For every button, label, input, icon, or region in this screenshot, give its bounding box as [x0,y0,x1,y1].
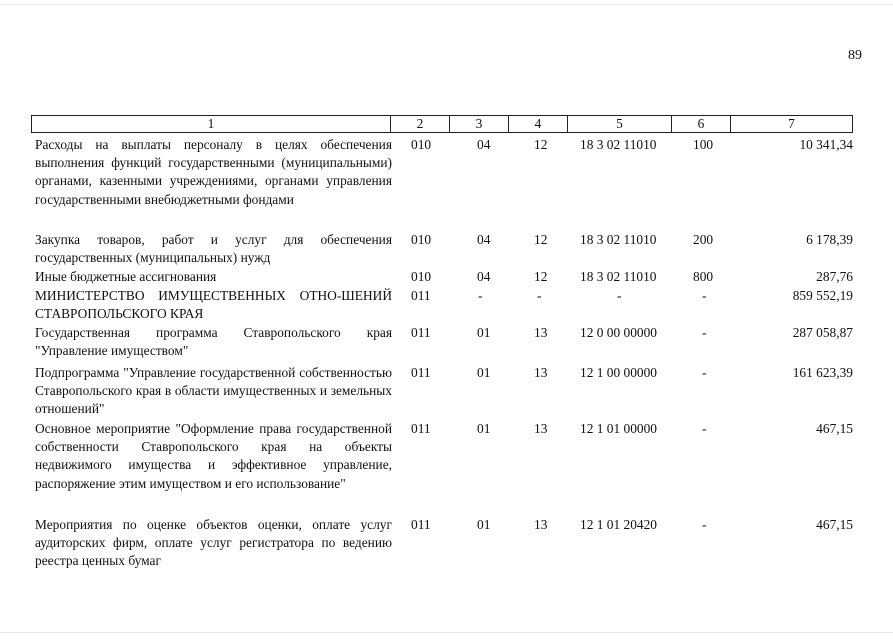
row-section: 01 [477,517,491,532]
row-ministry-code: 011 [411,325,431,340]
row-section: - [478,288,483,303]
row-target-article: 18 3 02 11010 [580,137,657,152]
row-expense-type: - [702,365,707,380]
row-amount: 467,15 [816,421,853,436]
row-expense-type: - [702,325,707,340]
row-expense-type: - [702,517,707,532]
row-ministry-code: 010 [411,232,432,247]
row-target-article: 18 3 02 11010 [580,232,657,247]
row-ministry-code: 011 [411,365,431,380]
row-description: Расходы на выплаты персоналу в целях обеспечения выполнения функций государственными (муниципальными) органами, казенными учреждениями, органами управления государственными внебюджетными фондами [35,137,392,207]
row-target-article: 18 3 02 11010 [580,269,657,284]
row-description: Иные бюджетные ассигнования [35,269,217,284]
row-subsection: 12 [534,232,548,247]
row-subsection: - [537,288,542,303]
table-header [31,115,853,133]
row-amount: 161 623,39 [792,365,853,380]
row-expense-type: - [702,288,707,303]
row-target-article: - [617,288,622,303]
row-ministry-code: 011 [411,517,431,532]
row-section: 04 [477,269,491,284]
row-description: Подпрограмма "Управление государственной собственностью Ставропольского края в области имущественных и земельных отношений" [35,365,392,417]
row-ministry-code: 011 [411,421,431,436]
row-expense-type: 800 [693,269,714,284]
row-amount: 859 552,19 [792,288,853,303]
row-description: Закупка товаров, работ и услуг для обеспечения государственных (муниципальных) нужд [35,232,392,266]
row-target-article: 12 1 01 20420 [580,517,657,532]
row-expense-type: - [702,421,707,436]
row-section: 04 [477,137,491,152]
row-description: Мероприятия по оценке объектов оценки, оплате услуг аудиторских фирм, оплате услуг регистратора по ведению реестра ценных бумаг [35,517,392,569]
row-section: 01 [477,421,491,436]
scan-edge-bottom [0,632,893,633]
row-section: 01 [477,365,491,380]
row-subsection: 13 [534,421,548,436]
row-target-article: 12 0 00 00000 [580,325,657,340]
row-subsection: 13 [534,325,548,340]
row-subsection: 13 [534,517,548,532]
row-description: Государственная программа Ставропольского края "Управление имуществом" [35,325,392,359]
header-col-2: 2 [391,116,450,132]
row-subsection: 12 [534,269,548,284]
row-amount: 287,76 [816,269,853,284]
row-amount: 6 178,39 [806,232,853,247]
row-amount: 467,15 [816,517,853,532]
row-target-article: 12 1 00 00000 [580,365,657,380]
row-ministry-code: 010 [411,269,432,284]
row-section: 04 [477,232,491,247]
page-number: 89 [848,48,862,63]
row-expense-type: 200 [693,232,714,247]
header-col-6: 6 [672,116,731,132]
header-col-5: 5 [568,116,672,132]
row-ministry-code: 010 [411,137,432,152]
row-expense-type: 100 [693,137,714,152]
row-target-article: 12 1 01 00000 [580,421,657,436]
scan-edge-top [0,4,893,5]
row-amount: 287 058,87 [792,325,853,340]
row-subsection: 12 [534,137,548,152]
row-section: 01 [477,325,491,340]
row-amount: 10 341,34 [799,137,853,152]
header-col-4: 4 [509,116,568,132]
row-description: МИНИСТЕРСТВО ИМУЩЕСТВЕННЫХ ОТНО-ШЕНИЙ СТАВРОПОЛЬСКОГО КРАЯ [35,288,392,322]
header-col-3: 3 [450,116,509,132]
header-col-1: 1 [32,116,391,132]
header-col-7: 7 [788,116,795,131]
row-ministry-code: 011 [411,288,431,303]
row-description: Основное мероприятие "Оформление права государственной собственности Ставропольского края на объекты недвижимого имущества и эффективное управление, распоряжение этим имуществом и его использование" [35,421,392,491]
row-subsection: 13 [534,365,548,380]
